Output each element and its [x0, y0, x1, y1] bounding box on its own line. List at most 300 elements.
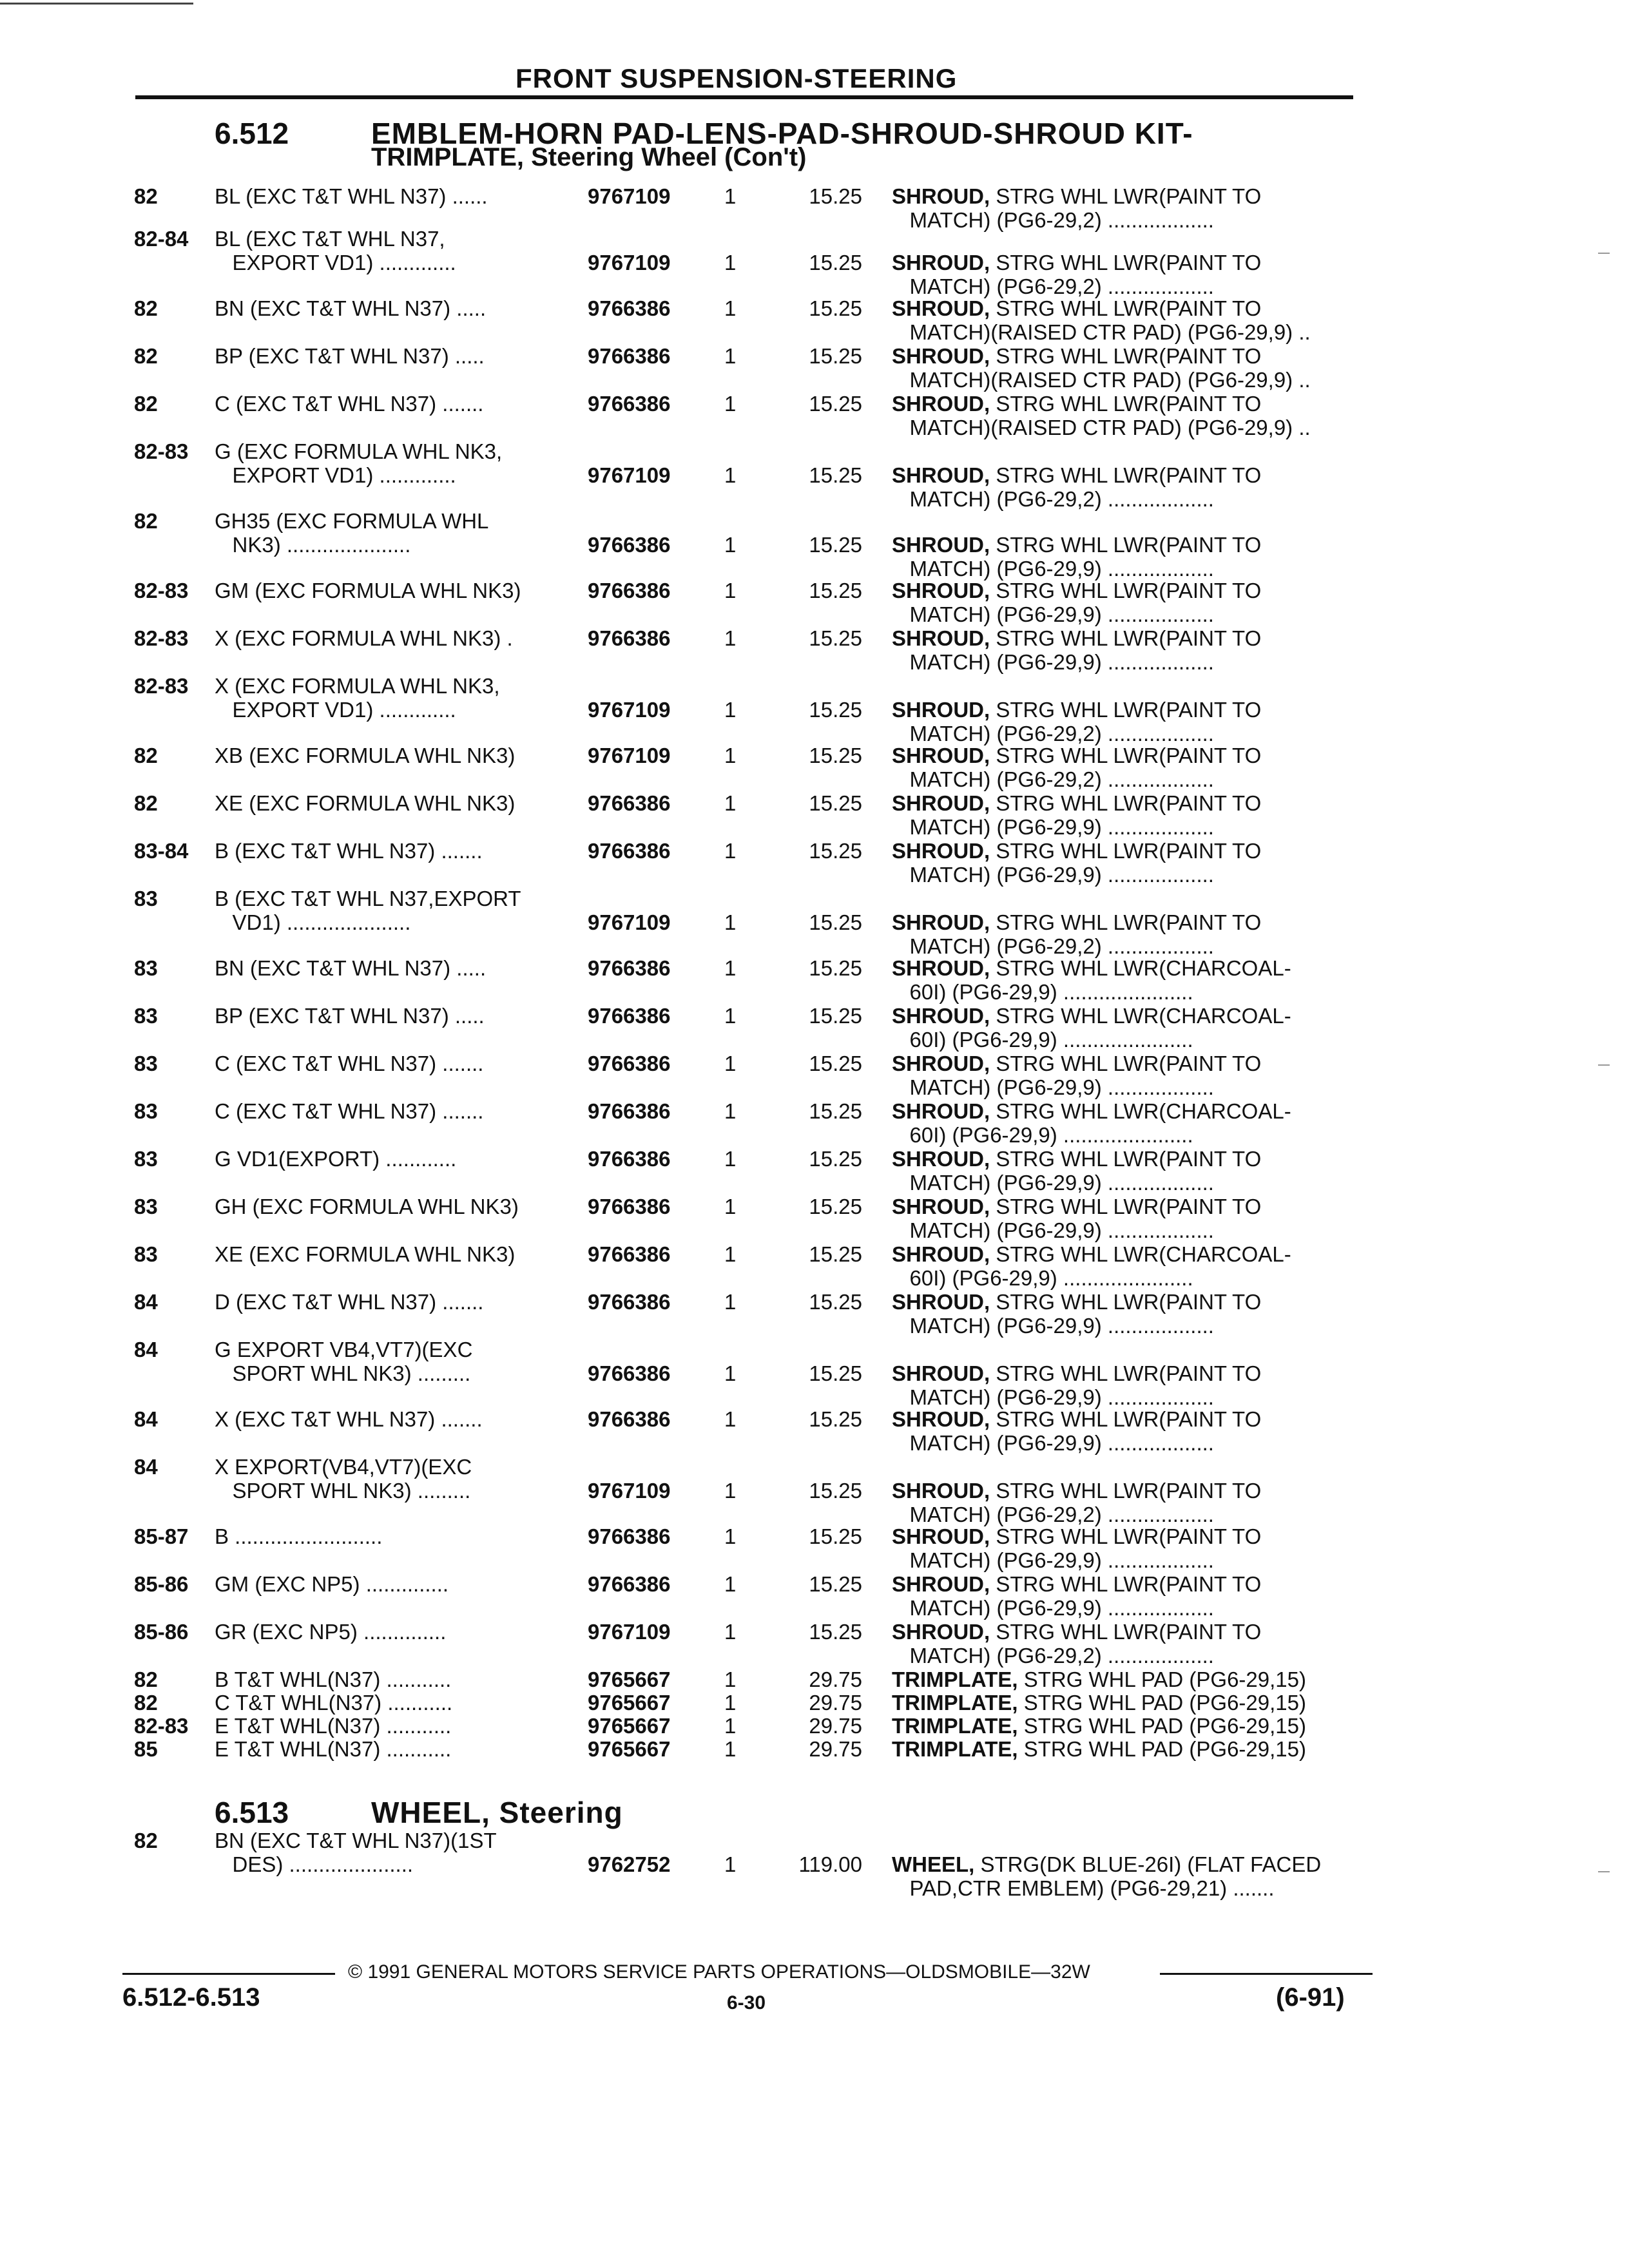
part-name: SHROUD, — [892, 626, 990, 650]
part-name: SHROUD, — [892, 839, 990, 863]
part-detail: MATCH) (PG6-29,9) .................. — [892, 557, 1214, 581]
quantity: 1 — [724, 1147, 737, 1171]
part-number: 9766386 — [588, 296, 671, 320]
usage-description: XB (EXC FORMULA WHL NK3) — [215, 744, 516, 767]
part-description — [892, 1479, 1261, 1503]
usage-description: X (EXC T&T WHL N37) ....... — [215, 1407, 483, 1431]
footer-revision: (6-91) — [1276, 1983, 1345, 2012]
part-description — [892, 1266, 1193, 1290]
part-number: 9766386 — [588, 956, 671, 980]
list-price: 29.75 — [809, 1667, 862, 1691]
part-description — [892, 1644, 1214, 1667]
part-detail: MATCH) (PG6-29,9) .................. — [892, 863, 1214, 887]
usage-description: C (EXC T&T WHL N37) ....... — [215, 392, 484, 416]
list-price: 15.25 — [809, 1620, 862, 1644]
part-name: SHROUD, — [892, 1004, 990, 1028]
part-number: 9766386 — [588, 579, 671, 602]
part-name: SHROUD, — [892, 1479, 990, 1503]
usage-description: GH (EXC FORMULA WHL NK3) — [215, 1195, 519, 1218]
part-detail: STRG WHL LWR(PAINT TO — [990, 1524, 1262, 1548]
part-name: SHROUD, — [892, 579, 990, 602]
part-number: 9766386 — [588, 1195, 671, 1218]
part-detail: 60I) (PG6-29,9) ...................... — [892, 1266, 1193, 1290]
part-name: TRIMPLATE, — [892, 1691, 1018, 1715]
model-year: 84 — [134, 1407, 158, 1431]
part-description — [892, 1572, 1261, 1596]
part-detail: MATCH) (PG6-29,2) .................. — [892, 208, 1214, 232]
part-description — [892, 533, 1261, 557]
part-detail: STRG WHL LWR(CHARCOAL- — [990, 1099, 1291, 1123]
part-detail: MATCH) (PG6-29,2) .................. — [892, 934, 1214, 958]
part-description — [892, 1028, 1193, 1052]
part-detail: STRG WHL LWR(PAINT TO — [990, 296, 1262, 320]
part-detail: STRG WHL LWR(PAINT TO — [990, 626, 1262, 650]
usage-description: EXPORT VD1) ............. — [215, 251, 456, 274]
quantity: 1 — [724, 1572, 737, 1596]
quantity: 1 — [724, 251, 737, 274]
list-price: 15.25 — [809, 1052, 862, 1075]
usage-description: XE (EXC FORMULA WHL NK3) — [215, 791, 516, 815]
quantity: 1 — [724, 910, 737, 934]
part-name: SHROUD, — [892, 1147, 990, 1171]
part-number: 9767109 — [588, 910, 671, 934]
model-year: 83 — [134, 1004, 158, 1028]
part-detail: STRG WHL LWR(PAINT TO — [990, 1195, 1262, 1218]
usage-description: SPORT WHL NK3) ......... — [215, 1479, 471, 1503]
part-name: SHROUD, — [892, 296, 990, 320]
part-number: 9767109 — [588, 1620, 671, 1644]
part-number: 9767109 — [588, 698, 671, 722]
list-price: 15.25 — [809, 1479, 862, 1503]
quantity: 1 — [724, 579, 737, 602]
model-year: 85-86 — [134, 1620, 189, 1644]
part-detail: MATCH) (PG6-29,9) .................. — [892, 1548, 1214, 1572]
part-name: SHROUD, — [892, 1407, 990, 1431]
usage-description: BN (EXC T&T WHL N37) ..... — [215, 296, 487, 320]
part-number: 9767109 — [588, 1479, 671, 1503]
part-number: 9766386 — [588, 533, 671, 557]
model-year: 83 — [134, 1099, 158, 1123]
model-year: 83-84 — [134, 839, 189, 863]
quantity: 1 — [724, 1479, 737, 1503]
part-description — [892, 934, 1214, 958]
part-description — [892, 1123, 1193, 1147]
usage-description: E T&T WHL(N37) ........... — [215, 1737, 452, 1761]
part-description — [892, 1314, 1214, 1338]
part-description — [892, 368, 1311, 392]
part-detail: STRG WHL LWR(PAINT TO — [990, 1572, 1262, 1596]
usage-description: G EXPORT VB4,VT7)(EXC — [215, 1338, 473, 1361]
section-title: EMBLEM-HORN PAD-LENS-PAD-SHROUD-SHROUD KIT- — [371, 117, 1193, 150]
list-price: 15.25 — [809, 1290, 862, 1314]
part-detail: MATCH) (PG6-29,9) .................. — [892, 1385, 1214, 1409]
part-number: 9766386 — [588, 1572, 671, 1596]
part-name: SHROUD, — [892, 1290, 990, 1314]
part-detail: MATCH) (PG6-29,9) .................. — [892, 1596, 1214, 1620]
quantity: 1 — [724, 392, 737, 416]
model-year: 82 — [134, 1829, 158, 1852]
part-detail: 60I) (PG6-29,9) ...................... — [892, 1123, 1193, 1147]
usage-description: B (EXC T&T WHL N37) ....... — [215, 839, 483, 863]
part-detail: STRG(DK BLUE-26I) (FLAT FACED — [974, 1852, 1322, 1876]
part-number: 9765667 — [588, 1737, 671, 1761]
model-year: 82-83 — [134, 626, 189, 650]
model-year: 82 — [134, 184, 158, 208]
usage-description: G VD1(EXPORT) ............ — [215, 1147, 457, 1171]
part-number: 9765667 — [588, 1691, 671, 1715]
footer-section-range: 6.512-6.513 — [122, 1983, 260, 2012]
part-detail: MATCH)(RAISED CTR PAD) (PG6-29,9) .. — [892, 416, 1311, 439]
part-number: 9766386 — [588, 626, 671, 650]
model-year: 84 — [134, 1455, 158, 1479]
part-description — [892, 1852, 1321, 1876]
part-name: SHROUD, — [892, 744, 990, 767]
list-price: 15.25 — [809, 1361, 862, 1385]
quantity: 1 — [724, 1052, 737, 1075]
part-detail: 60I) (PG6-29,9) ...................... — [892, 980, 1193, 1004]
usage-description: C (EXC T&T WHL N37) ....... — [215, 1052, 484, 1075]
part-detail: STRG WHL LWR(PAINT TO — [990, 184, 1262, 208]
part-detail: STRG WHL LWR(PAINT TO — [990, 1620, 1262, 1644]
part-description — [892, 767, 1214, 791]
quantity: 1 — [724, 1242, 737, 1266]
part-number: 9767109 — [588, 463, 671, 487]
part-detail: MATCH)(RAISED CTR PAD) (PG6-29,9) .. — [892, 320, 1311, 344]
part-detail: STRG WHL LWR(PAINT TO — [990, 579, 1262, 602]
part-name: SHROUD, — [892, 1572, 990, 1596]
part-description — [892, 650, 1214, 674]
part-description — [892, 744, 1261, 767]
usage-description: BP (EXC T&T WHL N37) ..... — [215, 344, 485, 368]
usage-description: D (EXC T&T WHL N37) ....... — [215, 1290, 484, 1314]
part-name: SHROUD, — [892, 184, 990, 208]
part-detail: STRG WHL LWR(PAINT TO — [990, 1361, 1262, 1385]
list-price: 15.25 — [809, 744, 862, 767]
list-price: 15.25 — [809, 839, 862, 863]
part-name: SHROUD, — [892, 251, 990, 274]
usage-description: X (EXC FORMULA WHL NK3) . — [215, 626, 513, 650]
part-name: SHROUD, — [892, 791, 990, 815]
model-year: 82 — [134, 509, 158, 533]
part-description — [892, 463, 1261, 487]
part-name: SHROUD, — [892, 910, 990, 934]
quantity: 1 — [724, 1524, 737, 1548]
part-detail: MATCH) (PG6-29,2) .................. — [892, 1644, 1214, 1667]
part-name: SHROUD, — [892, 1524, 990, 1548]
list-price: 29.75 — [809, 1737, 862, 1761]
quantity: 1 — [724, 1290, 737, 1314]
list-price: 15.25 — [809, 344, 862, 368]
part-detail: STRG WHL PAD (PG6-29,15) — [1017, 1737, 1306, 1761]
part-description — [892, 698, 1261, 722]
part-number: 9766386 — [588, 1290, 671, 1314]
part-description — [892, 251, 1261, 274]
part-description — [892, 1099, 1291, 1123]
part-description — [892, 1524, 1261, 1548]
list-price: 15.25 — [809, 184, 862, 208]
usage-description: B (EXC T&T WHL N37,EXPORT — [215, 887, 521, 910]
part-description — [892, 602, 1214, 626]
quantity: 1 — [724, 1667, 737, 1691]
part-name: TRIMPLATE, — [892, 1737, 1018, 1761]
model-year: 82 — [134, 791, 158, 815]
list-price: 15.25 — [809, 1004, 862, 1028]
usage-description: BP (EXC T&T WHL N37) ..... — [215, 1004, 485, 1028]
part-description — [892, 722, 1214, 745]
model-year: 83 — [134, 1052, 158, 1075]
quantity: 1 — [724, 184, 737, 208]
usage-description: VD1) ..................... — [215, 910, 411, 934]
model-year: 84 — [134, 1338, 158, 1361]
part-name: SHROUD, — [892, 463, 990, 487]
part-description — [892, 344, 1261, 368]
usage-description: X EXPORT(VB4,VT7)(EXC — [215, 1455, 472, 1479]
top-edge-line — [0, 3, 193, 5]
part-detail: MATCH) (PG6-29,2) .................. — [892, 274, 1214, 298]
usage-description: SPORT WHL NK3) ......... — [215, 1361, 471, 1385]
part-detail: MATCH) (PG6-29,2) .................. — [892, 767, 1214, 791]
usage-description: E T&T WHL(N37) ........... — [215, 1714, 452, 1738]
part-detail: MATCH) (PG6-29,9) .................. — [892, 1431, 1214, 1455]
list-price: 15.25 — [809, 579, 862, 602]
part-number: 9765667 — [588, 1714, 671, 1738]
quantity: 1 — [724, 1407, 737, 1431]
part-name: SHROUD, — [892, 1620, 990, 1644]
part-number: 9767109 — [588, 251, 671, 274]
model-year: 83 — [134, 887, 158, 910]
part-name: TRIMPLATE, — [892, 1667, 1018, 1691]
part-detail: MATCH) (PG6-29,9) .................. — [892, 1314, 1214, 1338]
part-number: 9766386 — [588, 344, 671, 368]
usage-description: XE (EXC FORMULA WHL NK3) — [215, 1242, 516, 1266]
quantity: 1 — [724, 791, 737, 815]
quantity: 1 — [724, 839, 737, 863]
part-description — [892, 392, 1261, 416]
list-price: 15.25 — [809, 1242, 862, 1266]
part-name: SHROUD, — [892, 1195, 990, 1218]
usage-description: BL (EXC T&T WHL N37, — [215, 227, 445, 251]
part-description — [892, 839, 1261, 863]
model-year: 82 — [134, 296, 158, 320]
section-number: 6.512 — [215, 117, 289, 150]
list-price: 15.25 — [809, 1572, 862, 1596]
part-description — [892, 184, 1261, 208]
part-description — [892, 274, 1214, 298]
footer-rule-left — [122, 1973, 335, 1975]
page-header: FRONT SUSPENSION-STEERING — [516, 63, 958, 93]
part-detail: MATCH) (PG6-29,9) .................. — [892, 1075, 1214, 1099]
list-price: 15.25 — [809, 1524, 862, 1548]
model-year: 84 — [134, 1290, 158, 1314]
part-detail: STRG WHL PAD (PG6-29,15) — [1017, 1714, 1306, 1738]
part-number: 9766386 — [588, 1524, 671, 1548]
usage-description: X (EXC FORMULA WHL NK3, — [215, 674, 500, 698]
part-description — [892, 1714, 1306, 1738]
usage-description: C (EXC T&T WHL N37) ....... — [215, 1099, 484, 1123]
part-detail: PAD,CTR EMBLEM) (PG6-29,21) ....... — [892, 1876, 1275, 1900]
list-price: 15.25 — [809, 1195, 862, 1218]
part-description — [892, 1691, 1306, 1715]
part-detail: STRG WHL LWR(CHARCOAL- — [990, 1004, 1291, 1028]
part-number: 9766386 — [588, 839, 671, 863]
part-description — [892, 1242, 1291, 1266]
part-detail: MATCH) (PG6-29,2) .................. — [892, 722, 1214, 745]
part-detail: STRG WHL LWR(PAINT TO — [990, 1479, 1262, 1503]
part-detail: STRG WHL LWR(PAINT TO — [990, 791, 1262, 815]
part-description — [892, 1218, 1214, 1242]
usage-description: GR (EXC NP5) .............. — [215, 1620, 447, 1644]
quantity: 1 — [724, 344, 737, 368]
model-year: 82 — [134, 1667, 158, 1691]
list-price: 15.25 — [809, 1407, 862, 1431]
part-number: 9766386 — [588, 1242, 671, 1266]
footer-rule-right — [1160, 1973, 1373, 1975]
part-description — [892, 1503, 1214, 1526]
quantity: 1 — [724, 533, 737, 557]
list-price: 119.00 — [798, 1852, 862, 1876]
quantity: 1 — [724, 1195, 737, 1218]
part-description — [892, 1171, 1214, 1195]
part-detail: STRG WHL LWR(CHARCOAL- — [990, 1242, 1291, 1266]
quantity: 1 — [724, 744, 737, 767]
quantity: 1 — [724, 1714, 737, 1738]
list-price: 15.25 — [809, 463, 862, 487]
part-description — [892, 208, 1214, 232]
part-detail: STRG WHL LWR(PAINT TO — [990, 744, 1262, 767]
part-description — [892, 1620, 1261, 1644]
part-detail: STRG WHL LWR(PAINT TO — [990, 251, 1262, 274]
part-number: 9766386 — [588, 1052, 671, 1075]
quantity: 1 — [724, 1620, 737, 1644]
model-year: 82-83 — [134, 1714, 189, 1738]
part-detail: STRG WHL PAD (PG6-29,15) — [1017, 1691, 1306, 1715]
part-detail: STRG WHL LWR(PAINT TO — [990, 1407, 1262, 1431]
model-year: 82 — [134, 1691, 158, 1715]
model-year: 85 — [134, 1737, 158, 1761]
model-year: 85-87 — [134, 1524, 189, 1548]
part-detail: STRG WHL LWR(PAINT TO — [990, 910, 1262, 934]
part-name: SHROUD, — [892, 698, 990, 722]
part-number: 9766386 — [588, 1099, 671, 1123]
part-number: 9766386 — [588, 1147, 671, 1171]
part-description — [892, 1407, 1261, 1431]
section-title-cont: TRIMPLATE, Steering Wheel (Con't) — [371, 143, 807, 171]
model-year: 82-83 — [134, 674, 189, 698]
list-price: 15.25 — [809, 956, 862, 980]
quantity: 1 — [724, 1852, 737, 1876]
part-description — [892, 1361, 1261, 1385]
section-title: WHEEL, Steering — [371, 1796, 623, 1829]
part-detail: STRG WHL LWR(PAINT TO — [990, 1147, 1262, 1171]
part-number: 9766386 — [588, 1407, 671, 1431]
usage-description: GH35 (EXC FORMULA WHL — [215, 509, 489, 533]
part-detail: STRG WHL LWR(PAINT TO — [990, 1052, 1262, 1075]
usage-description: B T&T WHL(N37) ........... — [215, 1667, 452, 1691]
part-description — [892, 1004, 1291, 1028]
part-name: SHROUD, — [892, 533, 990, 557]
part-detail: 60I) (PG6-29,9) ...................... — [892, 1028, 1193, 1052]
margin-mark — [1598, 1871, 1610, 1872]
part-detail: STRG WHL LWR(PAINT TO — [990, 533, 1262, 557]
part-name: SHROUD, — [892, 392, 990, 416]
part-description — [892, 1290, 1261, 1314]
quantity: 1 — [724, 1004, 737, 1028]
part-description — [892, 1737, 1306, 1761]
list-price: 15.25 — [809, 791, 862, 815]
part-description — [892, 1075, 1214, 1099]
quantity: 1 — [724, 1099, 737, 1123]
list-price: 15.25 — [809, 251, 862, 274]
part-description — [892, 557, 1214, 581]
quantity: 1 — [724, 1737, 737, 1761]
list-price: 15.25 — [809, 1147, 862, 1171]
usage-description: BN (EXC T&T WHL N37)(1ST — [215, 1829, 497, 1852]
part-number: 9765667 — [588, 1667, 671, 1691]
part-name: SHROUD, — [892, 1361, 990, 1385]
part-description — [892, 956, 1291, 980]
part-description — [892, 1052, 1261, 1075]
footer-copyright: © 1991 GENERAL MOTORS SERVICE PARTS OPERATIONS—OLDSMOBILE—32W — [348, 1961, 1090, 1983]
part-name: SHROUD, — [892, 1099, 990, 1123]
list-price: 15.25 — [809, 698, 862, 722]
list-price: 29.75 — [809, 1691, 862, 1715]
usage-description: BL (EXC T&T WHL N37) ...... — [215, 184, 488, 208]
part-name: TRIMPLATE, — [892, 1714, 1018, 1738]
quantity: 1 — [724, 626, 737, 650]
part-detail: STRG WHL LWR(PAINT TO — [990, 463, 1262, 487]
part-name: SHROUD, — [892, 1052, 990, 1075]
list-price: 15.25 — [809, 533, 862, 557]
part-description — [892, 815, 1214, 839]
usage-description: NK3) ..................... — [215, 533, 411, 557]
list-price: 15.25 — [809, 296, 862, 320]
part-name: SHROUD, — [892, 1242, 990, 1266]
quantity: 1 — [724, 956, 737, 980]
usage-description: GM (EXC NP5) .............. — [215, 1572, 449, 1596]
header-rule — [135, 95, 1353, 99]
quantity: 1 — [724, 1361, 737, 1385]
part-number: 9766386 — [588, 1361, 671, 1385]
part-detail: MATCH)(RAISED CTR PAD) (PG6-29,9) .. — [892, 368, 1311, 392]
quantity: 1 — [724, 296, 737, 320]
footer-page-number: 6-30 — [727, 1992, 766, 2013]
part-number: 9766386 — [588, 791, 671, 815]
part-detail: MATCH) (PG6-29,9) .................. — [892, 602, 1214, 626]
part-detail: STRG WHL LWR(PAINT TO — [990, 1290, 1262, 1314]
usage-description: GM (EXC FORMULA WHL NK3) — [215, 579, 521, 602]
part-number: 9766386 — [588, 1004, 671, 1028]
part-detail: STRG WHL LWR(PAINT TO — [990, 392, 1262, 416]
part-detail: STRG WHL LWR(PAINT TO — [990, 698, 1262, 722]
quantity: 1 — [724, 698, 737, 722]
part-name: WHEEL, — [892, 1852, 975, 1876]
part-detail: MATCH) (PG6-29,9) .................. — [892, 1171, 1214, 1195]
usage-description: EXPORT VD1) ............. — [215, 698, 456, 722]
part-description — [892, 1431, 1214, 1455]
part-description — [892, 863, 1214, 887]
model-year: 82-84 — [134, 227, 189, 251]
part-detail: MATCH) (PG6-29,9) .................. — [892, 1218, 1214, 1242]
part-description — [892, 1548, 1214, 1572]
model-year: 82 — [134, 392, 158, 416]
part-description — [892, 1147, 1261, 1171]
margin-mark — [1598, 1064, 1610, 1066]
part-detail: STRG WHL LWR(PAINT TO — [990, 344, 1262, 368]
usage-description: DES) ..................... — [215, 1852, 414, 1876]
usage-description: EXPORT VD1) ............. — [215, 463, 456, 487]
part-number: 9762752 — [588, 1852, 671, 1876]
model-year: 82 — [134, 744, 158, 767]
